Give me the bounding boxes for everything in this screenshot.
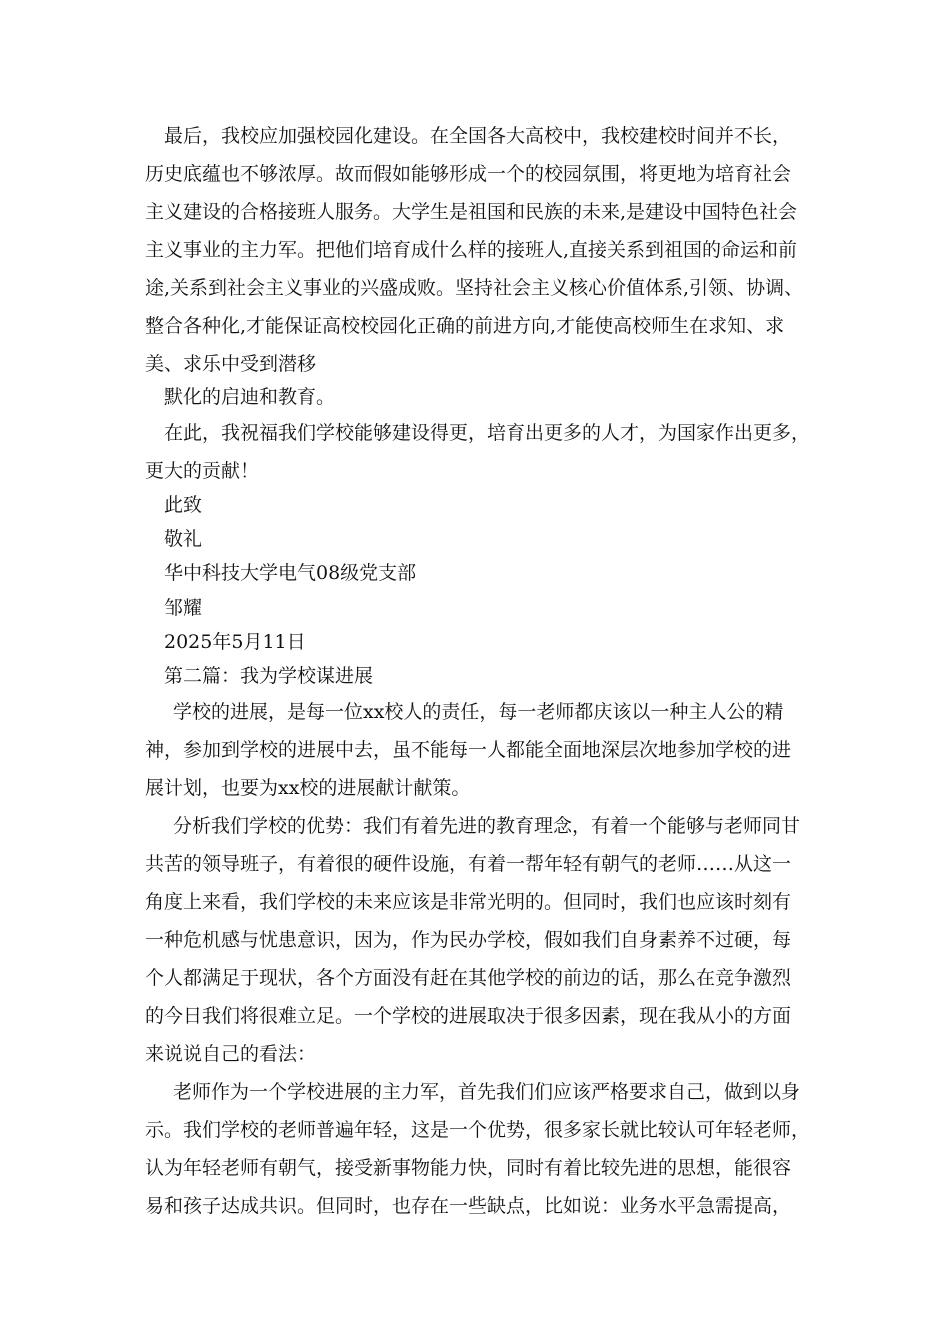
signature-name: 邹耀: [164, 597, 203, 619]
text-line-7: 美、求乐中受到潜移: [145, 353, 317, 375]
section-heading: 第二篇：我为学校谋进展: [164, 665, 374, 687]
signature-organization: 华中科技大学电气08级党支部: [164, 562, 417, 584]
text-line-10: 更大的贡献！: [145, 460, 260, 482]
text-line-8: 默化的启迪和教育。: [164, 386, 336, 408]
text-line-28: 示。我们学校的老师普遍年轻，这是一个优势，很多家长就比较认可年轻老师，: [145, 1119, 811, 1141]
text-line-30: 易和孩子达成共识。但同时，也存在一些缺点，比如说：业务水平急需提高，: [145, 1195, 792, 1217]
text-line-6: 整合各种化,才能保证高校校园化正确的前进方向,才能使高校师生在求知、求: [145, 315, 785, 337]
signature-date: 2025年5月11日: [164, 631, 306, 653]
text-line-29: 认为年轻老师有朝气，接受新事物能力快，同时有着比较先进的思想，能很容: [145, 1157, 792, 1179]
text-line-22: 角度上来看，我们学校的未来应该是非常光明的。但同时，我们也应该时刻有: [145, 891, 792, 913]
text-line-23: 一种危机感与忧患意识，因为，作为民办学校，假如我们自身素养不过硬，每: [145, 929, 792, 951]
text-line-1: 最后，我校应加强校园化建设。在全国各大高校中，我校建校时间并不长，: [164, 125, 792, 147]
text-line-24: 个人都满足于现状，各个方面没有赶在其他学校的前边的话，那么在竞争激烈: [145, 967, 792, 989]
text-line-26: 来说说自己的看法：: [145, 1043, 317, 1065]
text-line-17: 学校的进展，是每一位xx校人的责任，每一老师都庆该以一种主人公的精: [173, 701, 784, 723]
text-line-4: 主义事业的主力军。把他们培育成什么样的接班人,直接关系到祖国的命运和前: [145, 239, 798, 261]
text-line-21: 共苦的领导班子，有着很的硬件设施，有着一帮年轻有朝气的老师……从这一: [145, 853, 792, 875]
text-line-25: 的今日我们将很难立足。一个学校的进展取决于很多因素，现在我从小的方面: [145, 1005, 792, 1027]
closing-respect: 敬礼: [164, 528, 203, 550]
text-line-18: 神，参加到学校的进展中去，虽不能每一人都能全面地深层次地参加学校的进: [145, 739, 792, 761]
closing-salutation: 此致: [164, 494, 203, 516]
text-line-27: 老师作为一个学校进展的主力军，首先我们们应该严格要求自己，做到以身: [173, 1081, 801, 1103]
text-line-3: 主义建设的合格接班人服务。大学生是祖国和民族的未来,是建设中国特色社会: [145, 201, 798, 223]
text-line-20: 分析我们学校的优势：我们有着先进的教育理念，有着一个能够与老师同甘: [173, 815, 801, 837]
text-line-9: 在此，我祝福我们学校能够建设得更，培育出更多的人才，为国家作出更多，: [164, 422, 811, 444]
text-line-19: 展计划，也要为xx校的进展献计献策。: [145, 777, 471, 799]
text-line-2: 历史底蕴也不够浓厚。故而假如能够形成一个的校园氛围，将更地为培育社会: [145, 163, 792, 185]
text-line-5: 途,关系到社会主义事业的兴盛成败。坚持社会主义核心价值体系,引领、协调、: [145, 277, 804, 299]
